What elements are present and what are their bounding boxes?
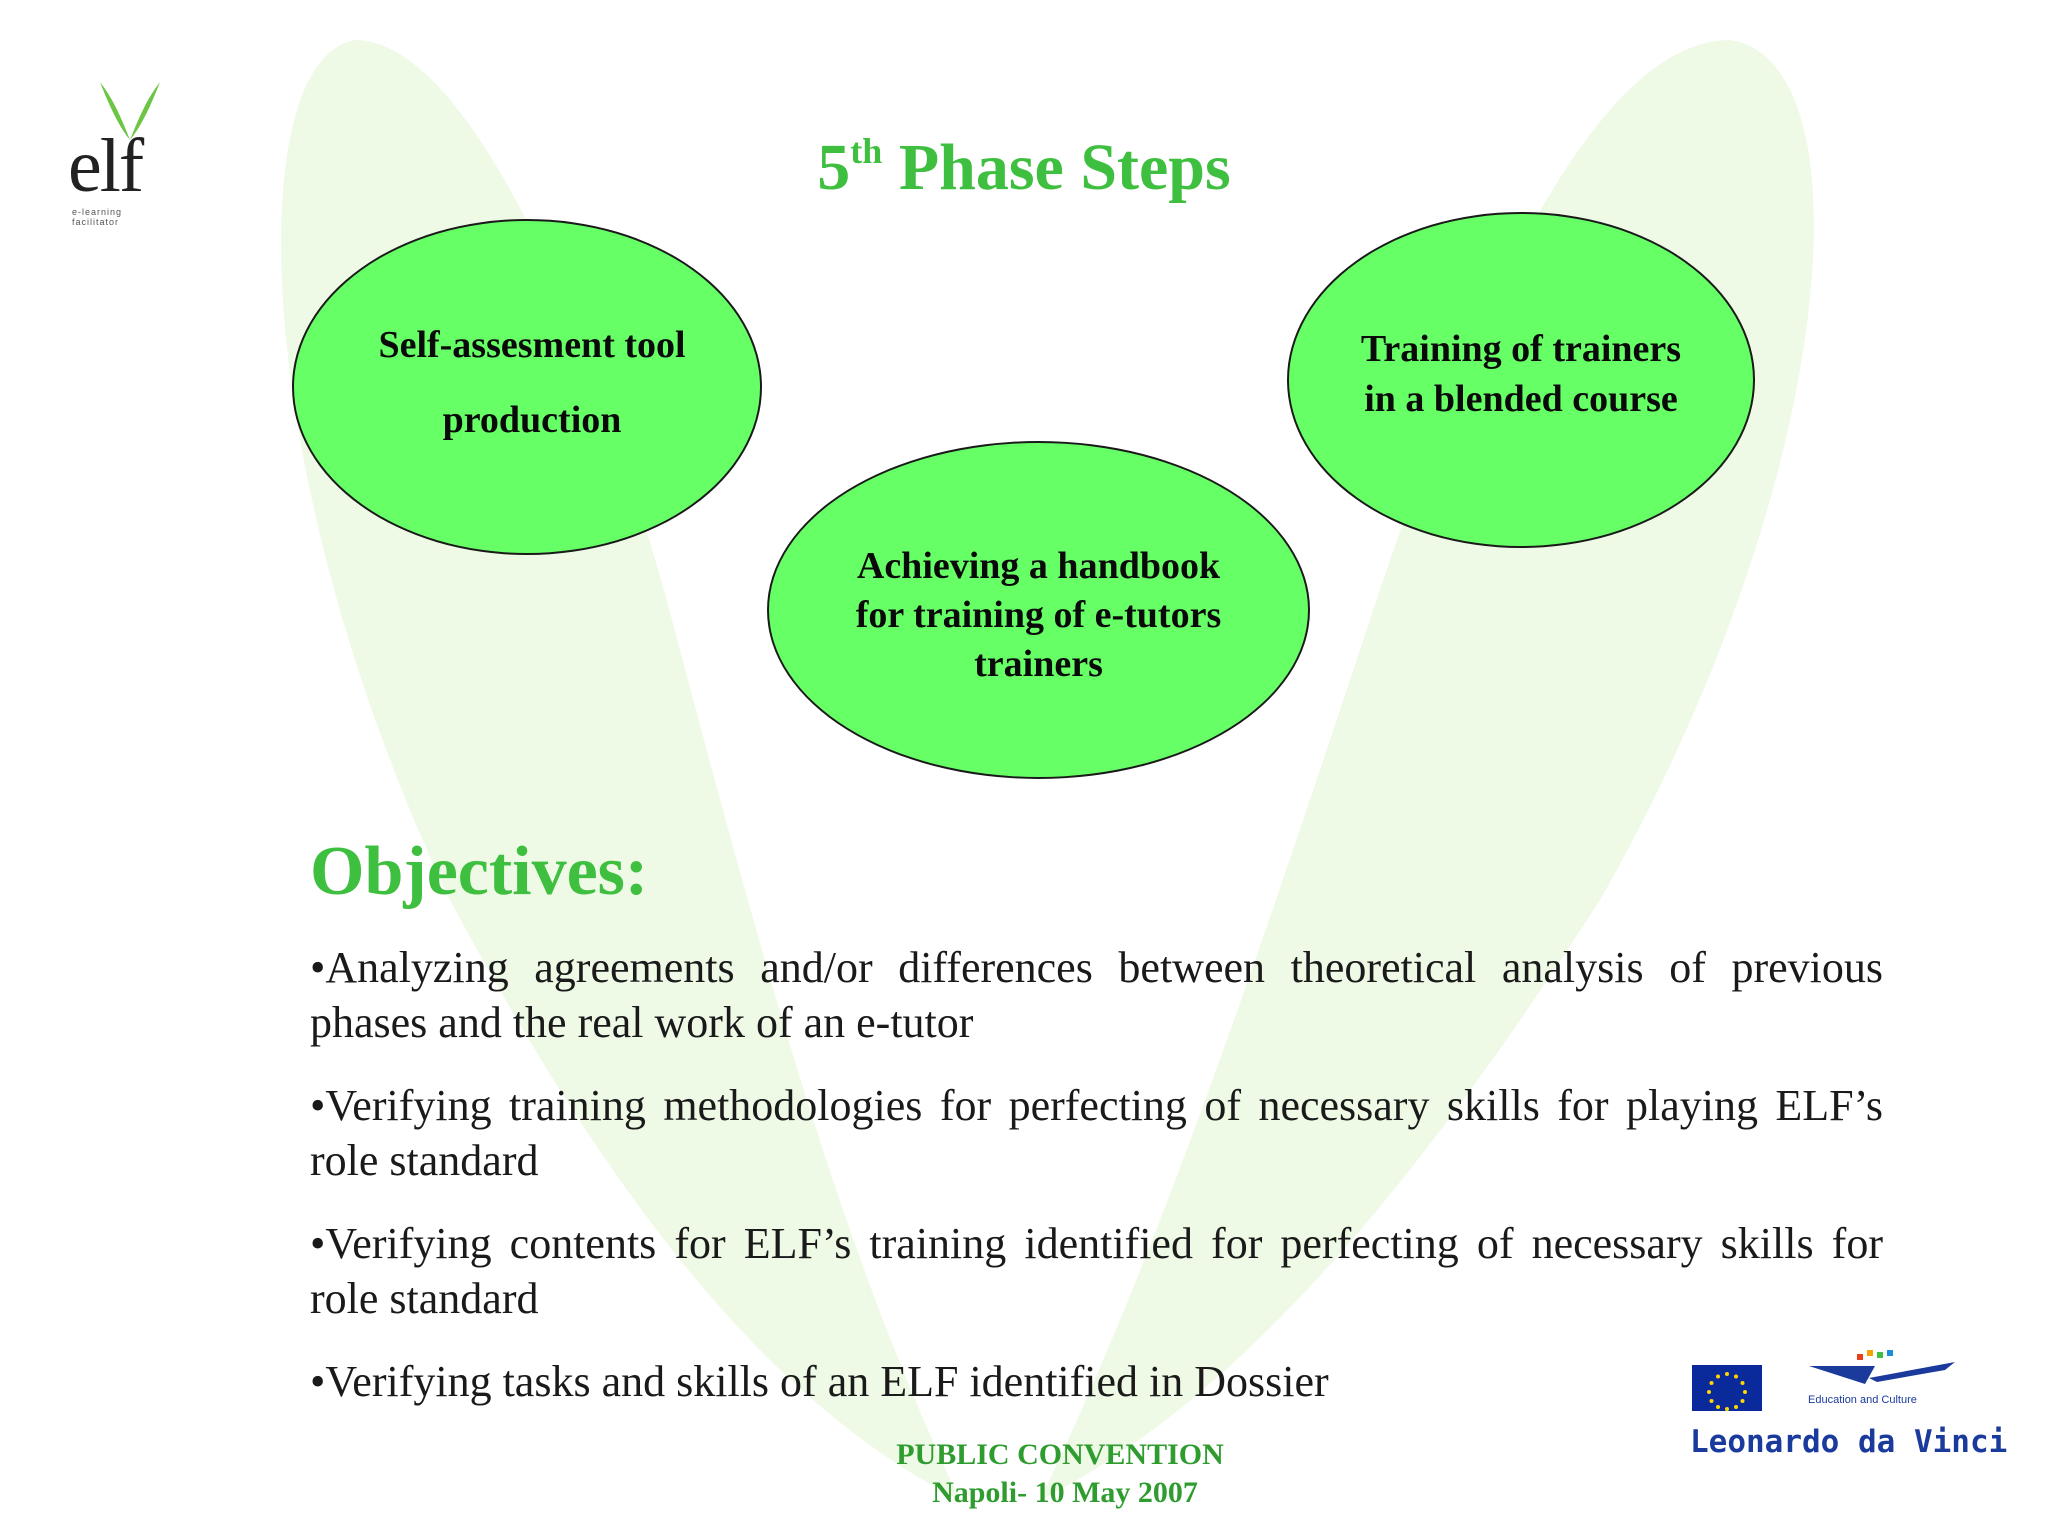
objective-item: •Verifying training methodologies for perfecting of necessary skills for playing ELF’s role standard: [310, 1081, 1883, 1185]
footer-convention: PUBLIC CONVENTION: [896, 1438, 1224, 1471]
objective-item: •Analyzing agreements and/or differences between theoretical analysis of previous phases and the real work of an e-tutor: [310, 943, 1883, 1047]
step-line: trainers: [974, 642, 1103, 685]
eu-flag-icon: [1692, 1365, 1762, 1411]
education-culture-caption: Education and Culture: [1808, 1394, 1917, 1406]
footer: [800, 1436, 1320, 1512]
objective-item: •Verifying contents for ELF’s training identified for perfecting of necessary skills for role standard: [310, 1219, 1883, 1323]
logo-wordmark: elf: [68, 124, 143, 208]
title-text: Phase Steps: [898, 131, 1231, 204]
objectives-heading: Objectives:: [310, 833, 649, 910]
leonardo-da-vinci-logo: Leonardo da Vinci: [1690, 1424, 2008, 1460]
step-line: production: [442, 399, 622, 441]
step-bubble-training-trainers: [1287, 212, 1755, 548]
objective-item: •Verifying tasks and skills of an ELF identified in Dossier: [310, 1357, 1329, 1406]
eu-stars-icon: [1692, 1365, 1762, 1411]
step-line: Achieving a handbook: [856, 544, 1221, 587]
step-bubble-handbook: [767, 441, 1310, 779]
step-line: in a blended course: [1364, 378, 1678, 420]
footer-date: Napoli- 10 May 2007: [932, 1476, 1198, 1509]
step-line: Training of trainers: [1360, 328, 1682, 370]
step-line: for training of e-tutors: [855, 593, 1222, 636]
step-line: Self-assesment tool: [378, 324, 686, 366]
logo-subtext: e-learning facilitator: [72, 207, 123, 227]
page-title: [0, 124, 2048, 208]
title-number: 5: [817, 131, 851, 204]
step-bubble-self-assessment: [292, 219, 762, 555]
title-ordinal: th: [850, 131, 883, 171]
objectives-list: [310, 940, 1883, 1437]
